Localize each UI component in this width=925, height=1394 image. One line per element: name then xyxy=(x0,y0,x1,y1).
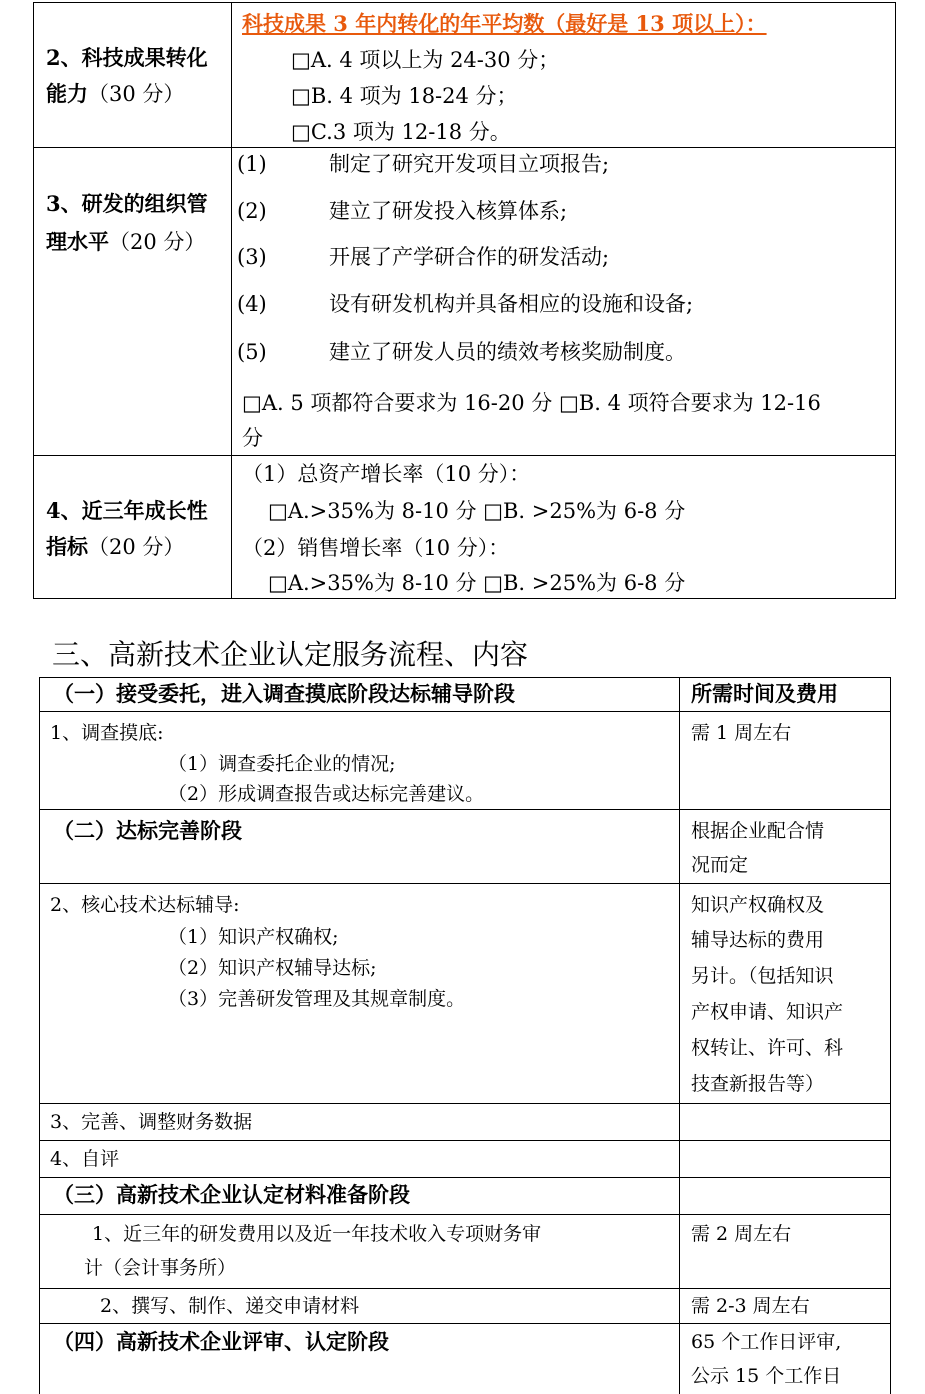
item-number: (5) xyxy=(237,340,267,364)
task-line: 2、核心技术达标辅导: xyxy=(50,894,240,916)
time-cost: 另计。（包括知识 xyxy=(691,965,834,987)
time-cost: 公示 15 个工作日 xyxy=(691,1365,842,1387)
highlight-criterion: 科技成果 3 年内转化的年平均数（最好是 13 项以上）： xyxy=(242,11,767,36)
growth-line: （1）总资产增长率（10 分）： xyxy=(242,462,531,486)
time-cost: 65 个工作日评审, xyxy=(691,1331,842,1353)
task-line: （3）完善研发管理及其规章制度。 xyxy=(168,988,466,1010)
row-label: 能力（30 分） xyxy=(46,81,185,106)
table-border xyxy=(39,1177,891,1178)
task-line: 计（会计事务所） xyxy=(84,1257,237,1279)
growth-line: □A.>35%为 8-10 分 □B. >25%为 6-8 分 xyxy=(268,499,686,523)
time-cost: 技查新报告等） xyxy=(691,1073,825,1095)
task-line: 1、调查摸底: xyxy=(50,722,164,744)
table-border xyxy=(39,1140,891,1141)
row-label: 指标（20 分） xyxy=(46,534,185,559)
table-border xyxy=(39,883,891,884)
row-label: 3、研发的组织管 xyxy=(46,191,208,216)
time-cost: 辅导达标的费用 xyxy=(691,929,825,951)
item-number: (1) xyxy=(237,152,267,176)
item-text: 开展了产学研合作的研发活动; xyxy=(329,245,610,269)
row-label: 理水平（20 分） xyxy=(46,229,206,254)
time-cost: 权转让、许可、科 xyxy=(691,1037,844,1059)
table-border xyxy=(890,677,891,1394)
item-text: 建立了研发人员的绩效考核奖励制度。 xyxy=(329,340,686,364)
stage-header: （四）高新技术企业评审、认定阶段 xyxy=(53,1329,389,1354)
growth-line: （2）销售增长率（10 分）： xyxy=(242,536,510,560)
table-border xyxy=(39,711,891,712)
table-border xyxy=(33,455,896,456)
stage-header: （一）接受委托，进入调查摸底阶段达标辅导阶段 xyxy=(53,681,515,706)
table-border xyxy=(33,598,896,599)
time-cost: 需 2-3 周左右 xyxy=(691,1295,810,1317)
table-border xyxy=(33,2,34,598)
column-header: 所需时间及费用 xyxy=(691,681,838,706)
scoring-line: 分 xyxy=(242,426,263,450)
table-border xyxy=(895,2,896,598)
time-cost: 况而定 xyxy=(691,854,749,876)
item-text: 建立了研发投入核算体系; xyxy=(329,199,568,223)
task-line: 4、自评 xyxy=(50,1148,120,1170)
item-text: 设有研发机构并具备相应的设施和设备; xyxy=(329,292,694,316)
table-border xyxy=(39,677,40,1394)
table-border xyxy=(679,677,680,1394)
stage-header: （二）达标完善阶段 xyxy=(53,818,242,843)
item-number: (3) xyxy=(237,245,267,269)
task-line: 3、完善、调整财务数据 xyxy=(50,1111,253,1133)
growth-line: □A.>35%为 8-10 分 □B. >25%为 6-8 分 xyxy=(268,571,686,595)
time-cost: 需 1 周左右 xyxy=(691,722,792,744)
task-line: 2、撰写、制作、递交申请材料 xyxy=(100,1295,360,1317)
table-border xyxy=(33,2,896,3)
table-border xyxy=(39,809,891,810)
item-text: 制定了研究开发项目立项报告; xyxy=(329,152,610,176)
task-line: 1、近三年的研发费用以及近一年技术收入专项财务审 xyxy=(92,1223,542,1245)
task-line: （2）知识产权辅导达标; xyxy=(168,957,377,979)
task-line: （1）知识产权确权; xyxy=(168,926,339,948)
table-border xyxy=(39,1103,891,1104)
scoring-line: □A. 5 项都符合要求为 16-20 分 □B. 4 项符合要求为 12-16 xyxy=(242,391,821,415)
table-border xyxy=(231,2,232,598)
task-line: （1）调查委托企业的情况; xyxy=(168,753,396,775)
row-label: 4、近三年成长性 xyxy=(46,498,208,523)
task-line: （2）形成调查报告或达标完善建议。 xyxy=(168,783,485,805)
table-border xyxy=(33,147,896,148)
section-heading: 三、高新技术企业认定服务流程、内容 xyxy=(52,638,529,671)
item-number: (4) xyxy=(237,292,267,316)
time-cost: 需 2 周左右 xyxy=(691,1223,792,1245)
time-cost: 产权申请、知识产 xyxy=(691,1001,844,1023)
table-border xyxy=(39,677,891,678)
table-border xyxy=(39,1214,891,1215)
option-line: □B. 4 项为 18-24 分； xyxy=(291,84,518,108)
row-label: 2、科技成果转化 xyxy=(46,45,208,70)
option-line: □C.3 项为 12-18 分。 xyxy=(291,120,511,144)
option-line: □A. 4 项以上为 24-30 分； xyxy=(291,48,560,72)
table-border xyxy=(39,1323,891,1324)
table-border xyxy=(39,1288,891,1289)
time-cost: 根据企业配合情 xyxy=(691,820,825,842)
stage-header: （三）高新技术企业认定材料准备阶段 xyxy=(53,1182,410,1207)
time-cost: 知识产权确权及 xyxy=(691,894,825,916)
item-number: (2) xyxy=(237,199,267,223)
